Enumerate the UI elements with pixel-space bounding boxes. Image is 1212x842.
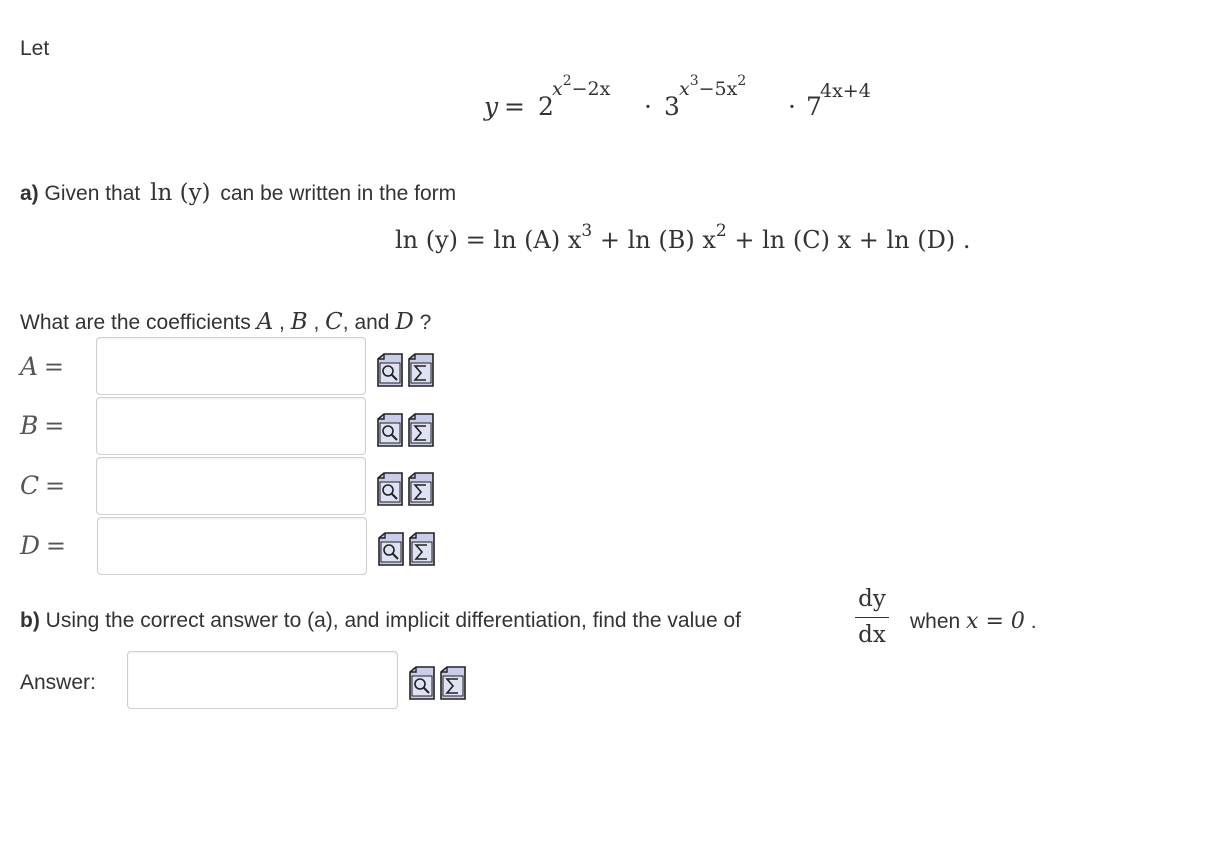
- preview-icon[interactable]: [408, 666, 436, 700]
- answer-field[interactable]: [127, 651, 398, 709]
- coefficient-d-field[interactable]: [97, 517, 367, 575]
- coefficient-a-input[interactable]: [97, 338, 365, 394]
- derivative-numerator: dy: [858, 586, 886, 612]
- eq-exp1: $x^2-2x$: [552, 73, 611, 100]
- eq-exp3: 4x+4: [820, 80, 871, 102]
- icon-group-answer: [408, 666, 468, 702]
- part-b-label: b): [20, 609, 40, 632]
- coefficients-question: What are the coefficients A , B , C, and D ?: [20, 309, 432, 335]
- part-a-label: a): [20, 182, 39, 205]
- derivative-denominator: dx: [858, 622, 886, 648]
- coefficient-b-input[interactable]: [97, 398, 365, 454]
- field-label-c: C =: [20, 471, 66, 500]
- part-b-text: b) Using the correct answer to (a), and implicit differentiation, find the value of: [20, 609, 741, 632]
- equation-editor-icon[interactable]: [407, 413, 435, 447]
- coefficient-b-field[interactable]: [96, 397, 366, 455]
- intro-text: Let: [20, 37, 50, 60]
- coefficient-a-field[interactable]: [96, 337, 366, 395]
- answer-input[interactable]: [128, 652, 397, 708]
- equation-editor-icon[interactable]: [407, 472, 435, 506]
- coefficient-c-field[interactable]: [96, 457, 366, 515]
- equation-editor-icon[interactable]: [407, 353, 435, 387]
- fraction-bar: [855, 617, 889, 618]
- preview-icon[interactable]: [377, 532, 405, 566]
- preview-icon[interactable]: [376, 353, 404, 387]
- equation-editor-icon[interactable]: [439, 666, 467, 700]
- part-a-intro: [20, 180, 456, 206]
- icon-group-b: [376, 413, 436, 449]
- log-form-equation: ln (y) = ln (A) $x^3 + \ln (B) x^2 + \ln (C) x + \ln (D)$ .: [395, 221, 971, 254]
- eq-base-7: 7: [806, 92, 822, 121]
- answer-label: Answer:: [20, 671, 96, 694]
- coefficient-c-input[interactable]: [97, 458, 365, 514]
- icon-group-c: [376, 472, 436, 508]
- preview-icon[interactable]: [376, 413, 404, 447]
- eq-lhs: y: [484, 92, 499, 121]
- eq-equals: =: [504, 92, 525, 121]
- equation-editor-icon[interactable]: [408, 532, 436, 566]
- field-label-a: A =: [20, 352, 65, 381]
- field-label-b: B =: [20, 411, 65, 440]
- eq-dot-1: ·: [644, 92, 652, 121]
- part-a-text-before: Given that: [44, 182, 141, 205]
- eq-base-2: 2: [538, 92, 554, 121]
- coefficient-d-input[interactable]: [98, 518, 366, 574]
- icon-group-d: [377, 532, 437, 568]
- eq-exp2: $x^3-5x^2$: [679, 73, 747, 100]
- preview-icon[interactable]: [376, 472, 404, 506]
- field-label-d: D =: [20, 531, 66, 560]
- eq-base-3: 3: [664, 92, 680, 121]
- part-a-ln-y: ln (y): [150, 180, 211, 206]
- part-a-text-after: can be written in the form: [220, 182, 457, 205]
- icon-group-a: [376, 353, 436, 389]
- part-b-condition: when x = 0 .: [910, 609, 1037, 634]
- eq-dot-2: ·: [788, 92, 796, 121]
